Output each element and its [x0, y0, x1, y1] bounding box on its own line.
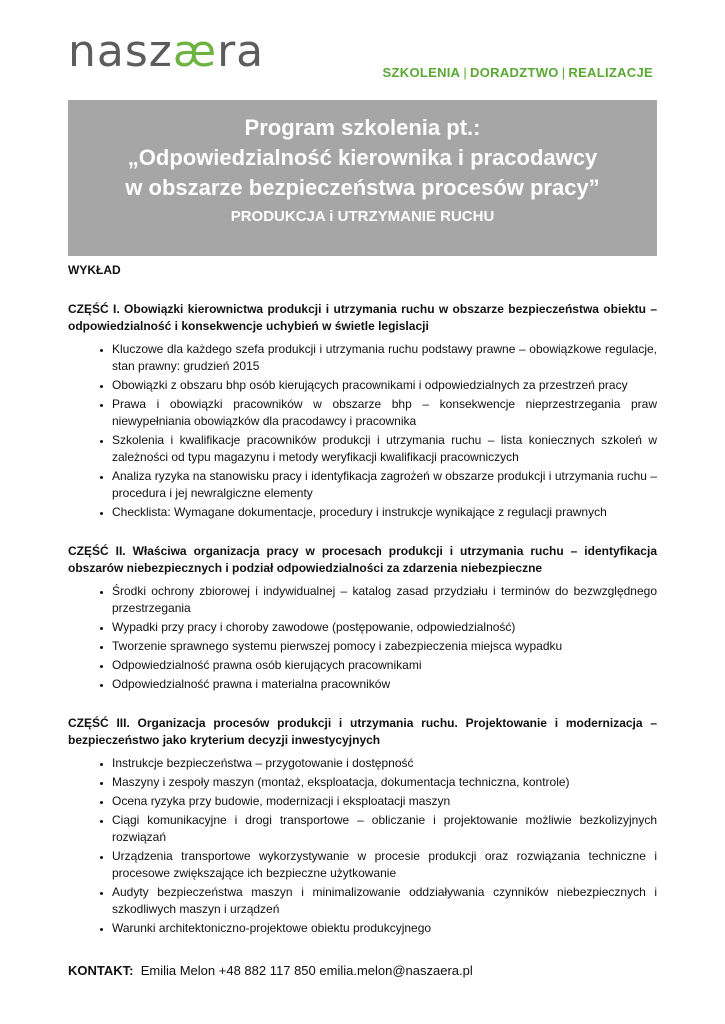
tagline-doradztwo: DORADZTWO [470, 65, 559, 80]
logo-text-1: nasz [68, 26, 173, 77]
contact-phone: +48 882 117 850 [218, 963, 316, 978]
contact-line [68, 963, 473, 978]
list-item: • Środki ochrony zbiorowej i indywidualnej – katalog zasad przydziału i terminów do bezwzględnego przestrzegania [112, 583, 657, 617]
banner-line-4: PRODUKCJA i UTRZYMANIE RUCHU [230, 208, 495, 225]
contact-label: KONTAKT: [68, 963, 134, 978]
banner-line-2: „Odpowiedzialność kierownika i pracodawcy [127, 145, 598, 170]
contact-name: Emilia Melon [140, 963, 216, 978]
list-item: • Odpowiedzialność prawna i materialna pracowników [112, 676, 657, 693]
list-item: • Checklista: Wymagane dokumentacje, procedury i instrukcje wynikające z regulacji prawnych [112, 504, 657, 521]
section-1-list [68, 341, 657, 521]
section-2-title: CZĘŚĆ II. Właściwa organizacja pracy w procesach produkcji i utrzymania ruchu – identyfikacja obszarów niebezpiecznych i podział odpowiedzialności za zdarzenia niebezpieczne [68, 544, 657, 575]
list-item: • Szkolenia i kwalifikacje pracowników produkcji i utrzymania ruchu – lista koniecznych szkoleń w zależności od typu magazynu i metody weryfikacji kwalifikacji pracowniczych [112, 432, 657, 466]
list-item: • Ocena ryzyka przy budowie, modernizacji i eksploatacji maszyn [112, 793, 657, 810]
list-item: • Kluczowe dla każdego szefa produkcji i utrzymania ruchu podstawy prawne – obowiązkowe regulacje, stan prawny: grudzień 2015 [112, 341, 657, 375]
section-1-title: CZĘŚĆ I. Obowiązki kierownictwa produkcji i utrzymania ruchu w obszarze bezpieczeństwa obiektu – odpowiedzialność i konsekwencje uchybień w świetle legislacji [68, 302, 657, 333]
banner-line-1: Program szkolenia pt.: [244, 115, 481, 140]
list-item: • Prawa i obowiązki pracowników w obszarze bhp – konsekwencje nieprzestrzegania praw niewypełniania obowiązków dla pracodawcy i pracownika [112, 396, 657, 430]
tagline-divider: | [463, 65, 468, 80]
list-item: • Maszyny i zespoły maszyn (montaż, eksploatacja, dokumentacja techniczna, kontrole) [112, 774, 657, 791]
tagline-szkolenia: SZKOLENIA [382, 65, 461, 80]
section-3-list [68, 755, 657, 937]
list-item: • Urządzenia transportowe wykorzystywanie w procesie produkcji oraz rozwiązania techniczne i procesowe zwiększające ich bezpieczne użytkowanie [112, 848, 657, 882]
list-item: • Odpowiedzialność prawna osób kierujących pracownikami [112, 657, 657, 674]
tagline [383, 65, 653, 80]
list-item: • Instrukcje bezpieczeństwa – przygotowanie i dostępność [112, 755, 657, 772]
naszaera-logo [68, 26, 265, 77]
program-content [68, 262, 657, 939]
list-item: • Ciągi komunikacyjne i drogi transportowe – obliczanie i projektowanie możliwie bezkolizyjnych rozwiązań [112, 812, 657, 846]
list-item: • Obowiązki z obszaru bhp osób kierujących pracownikami i odpowiedzialnych za przestrzeń pracy [112, 377, 657, 394]
logo-text-ae: æ [172, 26, 218, 77]
tagline-realizacje: REALIZACJE [568, 65, 653, 80]
logo-text-2: ra [217, 26, 265, 77]
list-item: • Audyty bezpieczeństwa maszyn i minimalizowanie oddziaływania czynników niebezpiecznych i szkodliwych maszyn i urządzeń [112, 884, 657, 918]
list-item: • Tworzenie sprawnego systemu pierwszej pomocy i zabezpieczenia miejsca wypadku [112, 638, 657, 655]
list-item: • Wypadki przy pracy i choroby zawodowe (postępowanie, odpowiedzialność) [112, 619, 657, 636]
title-banner [68, 100, 657, 256]
section-2-list [68, 583, 657, 693]
list-item: • Warunki architektoniczno-projektowe obiektu produkcyjnego [112, 920, 657, 937]
tagline-divider: | [561, 65, 566, 80]
list-item: • Analiza ryzyka na stanowisku pracy i identyfikacja zagrożeń w obszarze produkcji i utrzymania ruchu – procedura i jej newralgiczne elementy [112, 468, 657, 502]
lecture-label: WYKŁAD [68, 263, 121, 277]
banner-line-3: w obszarze bezpieczeństwa procesów pracy” [125, 175, 600, 200]
contact-email[interactable]: emilia.melon@naszaera.pl [319, 963, 473, 978]
section-3-title: CZĘŚĆ III. Organizacja procesów produkcji i utrzymania ruchu. Projektowanie i modernizacja – bezpieczeństwo jako kryterium decyzji inwestycyjnych [68, 716, 657, 747]
